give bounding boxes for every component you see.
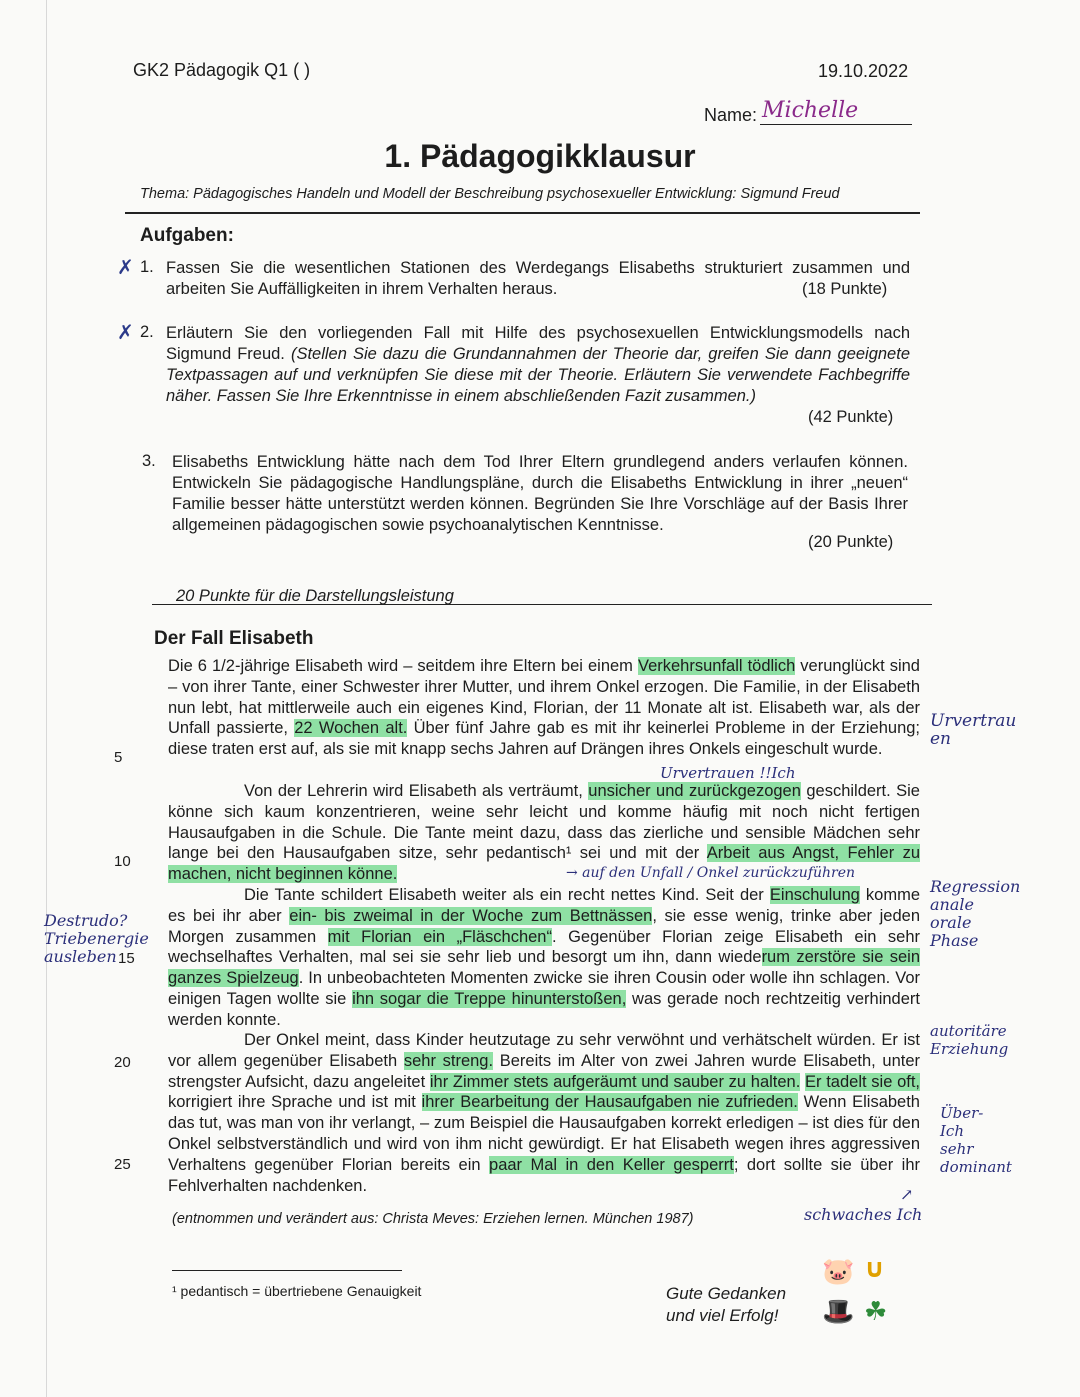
highlighted-text: sehr streng. — [403, 1051, 494, 1070]
task-number: 3. — [142, 452, 156, 470]
check-mark-icon: ✗ — [117, 320, 134, 344]
footnote: ¹ pedantisch = übertriebene Genauigkeit — [172, 1283, 422, 1299]
handwritten-arrow: ↗ — [900, 1185, 914, 1204]
task-number: 2. — [140, 323, 154, 341]
highlighted-text: ihn sogar die Treppe hinunterstoßen, — [352, 989, 627, 1008]
text-segment: Die 6 1/2-jährige Elisabeth wird – seitdem ihre Eltern bei einem — [168, 657, 638, 675]
task-3-text: Elisabeths Entwicklung hätte nach dem Tod Ihrer Eltern grundlegend anders verlaufen können. Entwickeln Sie pädagogische Handlungspläne, durch die Elisabeths Entwicklung in ihrer „neuen“ Familie besser hätte unterstützt werden können. Begründen Sie Ihre Vorschläge auf der Basis Ihrer allgemeinen pädagogischen sowie psychoanalytischen Kenntnisse. — [172, 453, 908, 534]
tasks-heading: Aufgaben: — [140, 225, 234, 246]
line-number: 10 — [114, 853, 131, 870]
task-1-points: (18 Punkte) — [802, 280, 888, 298]
text-segment: komme es bei ihr aber — [168, 886, 920, 925]
page-title: 1. Pädagogikklausur — [384, 138, 696, 174]
case-paragraph-1 — [168, 656, 920, 760]
case-paragraph-3 — [168, 885, 920, 1031]
text-segment: korrigiert ihre Sprache und ist mit — [168, 1093, 422, 1112]
text-segment: . Gegenüber Florian zeige Elisabeth ein sehr wechselhaftes Verhalten, mal sei sie sehr lieb und besorgt um ihn, dann wiede — [168, 927, 921, 967]
task-2-text: Erläutern Sie den vorliegenden Fall mit Hilfe des psychosexuellen Entwicklungsmodells nach Sigmund Freud. (Stellen Sie dazu die Grundannahmen der Theorie dar, greifen Sie dann geeignete Textpassagen auf und verknüpfen Sie diese mit der Theorie. Erläutern Sie verwendete Fachbegriffe näher. Fassen Sie Ihre Erkenntnisse in einem abschließenden Fazit zusammen.) — [166, 324, 910, 405]
text-segment: Von der Lehrerin wird Elisabeth als verträumt, — [244, 782, 589, 800]
handwritten-regression: Regression anale orale Phase — [930, 877, 1021, 950]
task-number: 1. — [140, 258, 154, 276]
exam-theme: Thema: Pädagogisches Handeln und Modell der Beschreibung psychosexueller Entwicklung: Sigmund Freud — [140, 186, 840, 202]
line-number: 15 — [118, 950, 135, 967]
student-name-handwritten: Michelle — [762, 98, 859, 123]
highlighted-text: Einschulung — [769, 886, 860, 904]
exam-date: 19.10.2022 — [818, 61, 909, 81]
text-segment: Wenn Elisabeth das tut, was man von ihr verlangt, – zum Beispiel die Hausaufgaben korrekt erledigen – ist dies für den Onkel selbstverständlich und wird von ihm nicht gewürdigt. Er hat Elisabeth wegen ihres aggressiven Verhaltens gegenüber Florian bereits ein — [168, 1093, 920, 1174]
highlighted-text: paar Mal in den Keller gesperrt — [489, 1155, 734, 1174]
text-segment: was gerade noch rechtzeitig verhindert werden konnte. — [168, 989, 920, 1029]
text-segment: , sie esse wenig, trinke aber jeden Morgen zusammen — [168, 906, 920, 946]
highlighted-text: ihr Zimmer stets aufgeräumt und sauber zu halten. — [429, 1072, 801, 1091]
highlighted-text: ein- bis zweimal in der Woche zum Bettnässen — [289, 906, 653, 925]
highlighted-text: ihrer Bearbeitung der Hausaufgaben nie zufrieden. — [421, 1093, 798, 1112]
highlighted-text: unsicher und zurückgezogen — [588, 782, 801, 800]
divider — [152, 604, 932, 605]
task-1-text: Fassen Sie die wesentlichen Stationen des Werdegangs Elisabeths strukturiert zusammen und arbeiten Sie Auffälligkeiten in ihrem Verhalten heraus. — [166, 259, 910, 298]
handwritten-unfall-note: → auf den Unfall / Onkel zurückzuführen — [566, 865, 856, 881]
line-number: 25 — [114, 1156, 131, 1173]
text-segment: verunglückt sind – von ihrer Tante, einer Schwester ihrer Mutter, und ihrem Onkel erzogen. Die Familie, in der Elisabeth nun lebt, hat mittlerweile auch ein eigenes Kind, Florian, der 11 Monate alt ist. Elisabeth war, als der Unfall passierte, — [168, 657, 920, 738]
handwritten-destrudo: Destrudo? Triebenergie ausleben — [44, 911, 149, 966]
name-line — [760, 124, 912, 125]
text-segment: ; dort sollte sie über ihr Fehlverhalten nachdenken. — [168, 1155, 920, 1195]
presentation-points: 20 Punkte für die Darstellungsleistung — [176, 587, 454, 605]
highlighted-text: Arbeit aus Angst, Fehler zu machen, nicht beginnen könne. — [168, 844, 920, 884]
footnote-divider — [172, 1270, 402, 1271]
line-number: 5 — [114, 749, 123, 766]
handwritten-schwaches-ich: schwaches Ich — [804, 1205, 923, 1224]
closing-wish — [666, 1283, 786, 1327]
chimney-sweep-icon: 🎩 — [822, 1296, 855, 1326]
case-title: Der Fall Elisabeth — [154, 628, 314, 649]
handwritten-urvertrauen-ich: Urvertrauen !!Ich — [660, 764, 796, 782]
text-segment: Über fünf Jahre gab es mit ihr keinerlei Probleme in der Erziehung; diese traten erst auf, als sie mit knapp sechs Jahren auf Drängen ihres Onkels eingeschult wurde. — [168, 719, 921, 759]
handwritten-urvertrauen-margin: Urvertrau en — [930, 711, 1017, 749]
case-paragraph-4 — [168, 1030, 920, 1196]
closing-line: Gute Gedanken — [666, 1284, 787, 1303]
clover-icon: ☘ — [864, 1296, 888, 1326]
text-segment: . In unbeobachteten Momenten zwicke sie ihren Cousin oder wolle ihn schlagen. Vor einigen Tagen wollte sie — [168, 969, 920, 1008]
source-citation: (entnommen und verändert aus: Christa Meves: Erziehen lernen. München 1987) — [172, 1211, 694, 1227]
task-3-points: (20 Punkte) — [802, 533, 893, 552]
task-2-points: (42 Punkte) — [802, 408, 893, 427]
text-segment: Der Onkel meint, dass Kinder heutzutage zu sehr verwöhnt und verhätschelt würden. Er ist vor allem gegenüber Elisabeth — [168, 1031, 920, 1070]
handwritten-autoritaere-erziehung: autoritäre Erziehung — [930, 1022, 1009, 1058]
closing-line: und viel Erfolg! — [666, 1306, 779, 1325]
check-mark-icon: ✗ — [117, 255, 134, 279]
text-segment: geschildert. Sie könne sich kaum konzentrieren, weine sehr leicht und komme häufig mit noch nicht fertigen Hausaufgaben in die Schule. Die Tante meint dazu, dass das zierliche und sensible Mädchen sehr lange bei den Hausaufgaben sitze, sehr pedantisch¹ sei und mit der — [168, 782, 920, 863]
pig-sticker-icon: 🐷 — [822, 1256, 855, 1286]
course-label: GK2 Pädagogik Q1 ( ) — [133, 60, 311, 80]
text-segment: Bereits im Alter von zwei Jahren wurde Elisabeth, unter strengster Aufsicht, dazu angeleitet — [168, 1051, 920, 1091]
highlighted-text: Verkehrsunfall tödlich — [637, 657, 796, 675]
highlighted-text: Er tadelt sie oft, — [805, 1072, 921, 1091]
divider — [125, 212, 920, 214]
page-edge — [46, 0, 47, 1397]
horseshoe-icon: ∪ — [864, 1254, 886, 1284]
highlighted-text: mit Florian ein „Fläschchen“ — [327, 927, 552, 946]
handwritten-ueber-ich: Über- Ich sehr dominant — [940, 1104, 1012, 1176]
highlighted-text: rum zerstöre sie sein ganzes Spielzeug — [168, 948, 920, 988]
line-number: 20 — [114, 1054, 131, 1071]
name-label: Name: — [704, 105, 758, 125]
text-segment: Die Tante schildert Elisabeth weiter als ein recht nettes Kind. Seit der — [244, 886, 770, 904]
highlighted-text: 22 Wochen alt. — [294, 719, 408, 738]
